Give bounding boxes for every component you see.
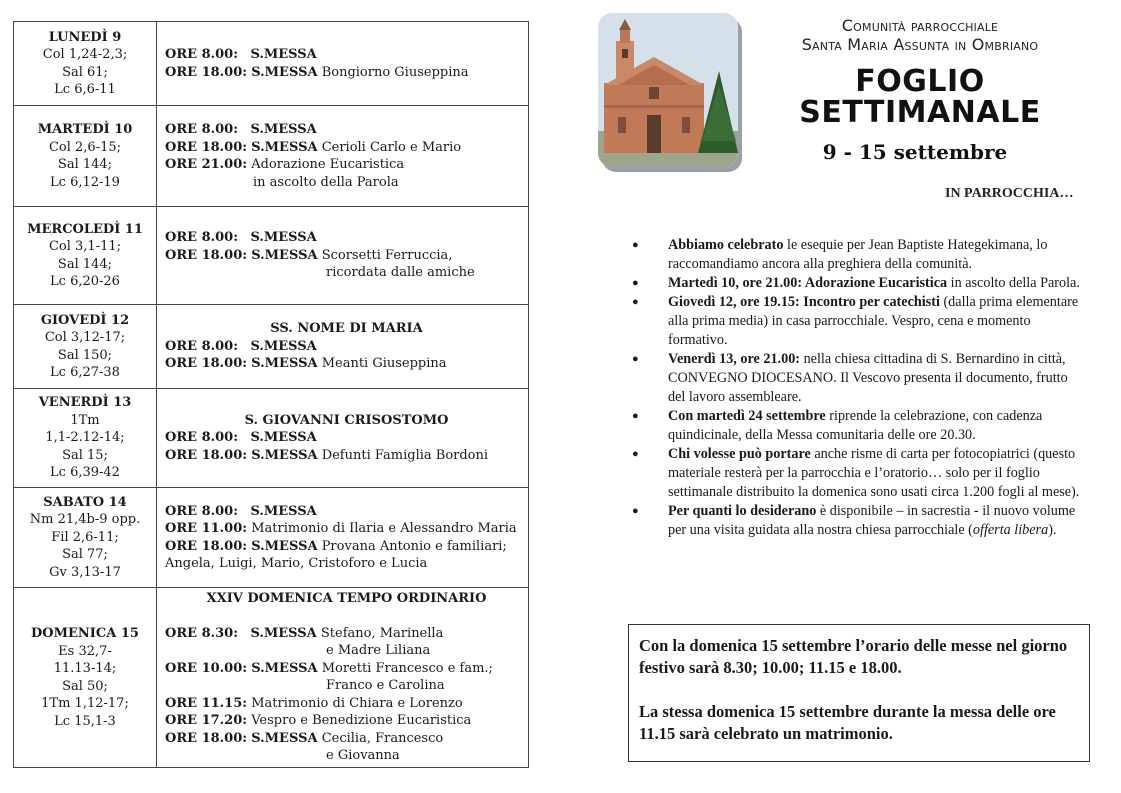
mass-time: ORE 17.20:: [165, 713, 248, 729]
mass-line: [165, 229, 528, 247]
news-item: [632, 274, 1087, 293]
day-cell: [14, 22, 157, 106]
reading: Col 3,1-11;: [48, 239, 122, 254]
mass-intention-cont: Angela, Luigi, Mario, Cristoforo e Lucia: [165, 556, 428, 571]
mass-time: ORE 18.00:: [165, 447, 248, 463]
news-item-lead: Venerdì 13, ore 21.00:: [668, 351, 801, 367]
mass-line: [165, 139, 528, 157]
mass-intention: Cecilia, Francesco: [321, 730, 444, 746]
mass-intention-cont: e Madre Liliana: [326, 643, 431, 659]
mass-time: ORE 8.00:: [165, 47, 239, 62]
mass-line: [165, 429, 528, 447]
schedule-row: [14, 588, 529, 768]
mass-line: [165, 46, 528, 64]
mass-intention-cont: e Giovanna: [326, 748, 400, 764]
mass-line: [165, 660, 528, 678]
mass-label: S.MESSA: [251, 139, 318, 155]
news-item-text: riprende la celebrazione, con cadenza quindicinale, della Messa comunitaria delle ore 20.30.: [668, 408, 1043, 443]
mass-line: [165, 538, 528, 556]
mass-label: S.MESSA: [251, 247, 318, 263]
reading: 11.13-14;: [53, 661, 117, 676]
news-item-text: in ascolto della Parola.: [947, 275, 1080, 291]
mass-time: ORE 11.00:: [165, 521, 248, 536]
news-item-lead: Giovedì 12, ore 19.15: Incontro per catechisti: [668, 294, 940, 310]
mass-line: [165, 64, 528, 82]
mass-label: S.MESSA: [251, 447, 318, 463]
reading: 1,1-2.12-14;: [45, 430, 125, 446]
mass-time: ORE 18.00:: [165, 247, 248, 263]
reading: 1Tm: [70, 412, 100, 428]
mass-time: ORE 8.30:: [165, 625, 239, 641]
date-range: 9 - 15 settembre: [822, 140, 1008, 164]
mass-time: ORE 18.00:: [165, 356, 248, 372]
notice-paragraph-2: La stessa domenica 15 settembre durante la messa delle ore 11.15 sarà celebrato un matrimonio.: [639, 702, 1056, 743]
mass-line: [165, 730, 528, 748]
mass-label: S.MESSA: [250, 122, 317, 137]
mass-label: S.MESSA: [250, 503, 317, 519]
day-cell: [14, 106, 157, 207]
mass-time: ORE 10.00:: [165, 660, 248, 676]
day-name: GIOVEDÌ 12: [40, 312, 130, 328]
mass-cell: [157, 305, 529, 389]
mass-intention: Vespro e Benedizione Eucaristica: [251, 713, 472, 729]
notice-box: [628, 624, 1090, 762]
day-name: MARTEDÌ 10: [37, 122, 133, 137]
news-item-italic: offerta libera: [972, 522, 1049, 538]
day-name: DOMENICA 15: [31, 626, 139, 641]
news-item: [632, 293, 1087, 350]
reading: Sal 15;: [62, 447, 108, 463]
reading: 1Tm 1,12-17;: [41, 696, 129, 711]
mass-line: [165, 503, 528, 521]
mass-intention-cont: Franco e Carolina: [326, 678, 445, 694]
reading: Col 2,6-15;: [48, 139, 122, 155]
reading: Gv 3,13-17: [49, 564, 121, 580]
reading: Lc 15,1-3: [54, 713, 116, 729]
mass-line: [165, 447, 528, 465]
day-name: LUNEDÌ 9: [48, 29, 122, 45]
schedule-row: [14, 207, 529, 305]
day-name: MERCOLEDÌ 11: [27, 221, 143, 237]
news-item-lead: Per quanti lo desiderano: [668, 503, 817, 519]
news-item-text: nella chiesa cittadina di S. Bernardino in città, CONVEGNO DIOCESANO. Il Vescovo presenta il documento, frutto del lavoro assembleare.: [668, 351, 1068, 405]
mass-cell: [157, 588, 529, 768]
mass-intention: Moretti Francesco e fam.;: [321, 660, 493, 676]
mass-intention: Stefano, Marinella: [320, 625, 444, 641]
mass-cell: [157, 488, 529, 588]
news-item-text: (dalla prima elementare alla prima media) in casa parrocchiale. Vespro, cena e momento formativo.: [668, 294, 1079, 348]
reading: Lc 6,6-11: [54, 82, 116, 97]
mass-intention-cont: ricordata dalle amiche: [326, 265, 475, 281]
reading: Sal 144;: [57, 256, 113, 272]
mass-time: ORE 8.00:: [165, 230, 239, 246]
newsletter-title: [790, 66, 1050, 128]
schedule-row: [14, 389, 529, 488]
mass-label: S.MESSA: [250, 230, 317, 246]
news-item: [632, 350, 1087, 407]
mass-intention: Provana Antonio e familiari;: [321, 538, 507, 554]
day-cell: [14, 488, 157, 588]
parish-name: [770, 16, 1070, 54]
day-name: VENERDÌ 13: [38, 395, 132, 411]
reading: Sal 144;: [57, 157, 113, 172]
reading: Col 3,12-17;: [44, 330, 126, 345]
schedule-row: [14, 305, 529, 389]
schedule-table: [13, 21, 529, 768]
mass-label: S.MESSA: [250, 430, 317, 446]
mass-time: ORE 18.00:: [165, 64, 248, 80]
news-item: [632, 407, 1087, 445]
reading: Sal 77;: [62, 547, 108, 563]
church-photo: [598, 13, 738, 167]
mass-intention: Matrimonio di Ilaria e Alessandro Maria: [251, 521, 517, 536]
mass-time: ORE 11.15:: [165, 695, 248, 711]
mass-line: [165, 712, 528, 730]
reading: Lc 6,27-38: [50, 365, 120, 380]
mass-time: ORE 18.00:: [165, 139, 248, 155]
day-cell: [14, 207, 157, 305]
mass-time: ORE 8.00:: [165, 503, 239, 519]
mass-intention: Matrimonio di Chiara e Lorenzo: [251, 695, 463, 711]
parish-name-line2: Santa Maria Assunta in Ombriano: [801, 35, 1039, 54]
reading: Sal 50;: [62, 678, 108, 694]
news-list: [632, 236, 1087, 540]
mass-intention: Meanti Giuseppina: [321, 356, 447, 372]
day-name: SABATO 14: [43, 494, 127, 510]
day-cell: [14, 588, 157, 768]
mass-cell: [157, 22, 529, 106]
mass-intention: Defunti Famiglia Bordoni: [321, 447, 489, 463]
mass-time: ORE 8.00:: [165, 122, 239, 137]
reading: Lc 6,39-42: [50, 465, 120, 481]
day-cell: [14, 389, 157, 488]
title-line2: SETTIMANALE: [799, 95, 1041, 130]
mass-intention: Adorazione Eucaristica: [251, 157, 405, 172]
mass-label: S.MESSA: [250, 47, 317, 62]
mass-label: S.MESSA: [250, 625, 317, 641]
feast-title: XXIV DOMENICA TEMPO ORDINARIO: [206, 591, 487, 607]
reading: Nm 21,4b-9 opp.: [29, 512, 141, 528]
schedule-row: [14, 22, 529, 106]
mass-label: S.MESSA: [251, 356, 318, 372]
mass-line: [165, 338, 528, 356]
news-item-text: è disponibile – in sacrestia - il nuovo volume per una visita guidata alla nostra chiesa parrocchiale (: [668, 503, 1076, 538]
mass-intention-cont: in ascolto della Parola: [253, 174, 399, 190]
reading: Lc 6,12-19: [50, 174, 120, 190]
section-heading: IN PARROCCHIA…: [945, 186, 1074, 201]
mass-time: ORE 8.00:: [165, 338, 239, 354]
mass-line: [165, 156, 528, 174]
notice-paragraph-1: Con la domenica 15 settembre l’orario delle messe nel giorno festivo sarà 8.30; 10.00; 11.15 e 18.00.: [639, 636, 1068, 677]
church-image: [598, 13, 738, 167]
mass-cell: [157, 389, 529, 488]
mass-line: [165, 247, 528, 265]
news-item-lead: Martedì 10, ore 21.00: Adorazione Eucaristica: [668, 275, 948, 291]
feast-title: SS. NOME DI MARIA: [270, 321, 423, 337]
news-item: [632, 502, 1087, 540]
mass-label: S.MESSA: [251, 64, 318, 80]
news-item-lead: Abbiamo celebrato: [668, 237, 784, 253]
mass-label: S.MESSA: [251, 538, 318, 554]
feast-title: S. GIOVANNI CRISOSTOMO: [244, 412, 449, 428]
mass-line: [165, 520, 528, 538]
news-item-tail: ).: [1048, 522, 1057, 538]
reading: Es 32,7-: [58, 643, 112, 659]
news-item-lead: Con martedì 24 settembre: [668, 408, 826, 424]
title-line1: FOGLIO: [855, 64, 985, 99]
mass-cell: [157, 207, 529, 305]
reading: Lc 6,20-26: [50, 274, 120, 289]
day-cell: [14, 305, 157, 389]
mass-time: ORE 18.00:: [165, 730, 248, 746]
reading: Fil 2,6-11;: [51, 529, 119, 545]
mass-line: [165, 355, 528, 373]
mass-time: ORE 21.00:: [165, 157, 248, 172]
mass-cell: [157, 106, 529, 207]
mass-intention: Cerioli Carlo e Mario: [321, 139, 462, 155]
reading: Col 1,24-2,3;: [42, 47, 128, 62]
schedule-row: [14, 488, 529, 588]
news-item: [632, 236, 1087, 274]
mass-intention: Bongiorno Giuseppina: [321, 64, 469, 80]
mass-time: ORE 8.00:: [165, 430, 239, 446]
schedule-row: [14, 106, 529, 207]
mass-intention: Scorsetti Ferruccia,: [321, 247, 453, 263]
news-item-text: anche risme di carta per fotocopiatrici (questo materiale resterà per la parrocchia e l’oratorio… solo per il foglio settimanale distribuito la domenica sono usati circa 1.200 fogli al mese).: [668, 446, 1080, 500]
mass-line: [165, 695, 528, 713]
mass-time: ORE 18.00:: [165, 538, 248, 554]
reading: Sal 61;: [62, 64, 108, 80]
news-item-text: le esequie per Jean Baptiste Hategekimana, lo raccomandiamo ancora alla preghiera della comunità.: [668, 237, 1048, 272]
mass-label: S.MESSA: [251, 730, 318, 746]
mass-label: S.MESSA: [251, 660, 318, 676]
mass-line: [165, 625, 528, 643]
schedule-body: [14, 22, 529, 768]
parish-name-line1: Comunità parrocchiale: [841, 16, 999, 35]
news-item-lead: Chi volesse può portare: [668, 446, 811, 462]
news-item: [632, 445, 1087, 502]
mass-line: [165, 121, 528, 139]
reading: Sal 150;: [57, 347, 113, 363]
mass-label: S.MESSA: [250, 338, 317, 354]
